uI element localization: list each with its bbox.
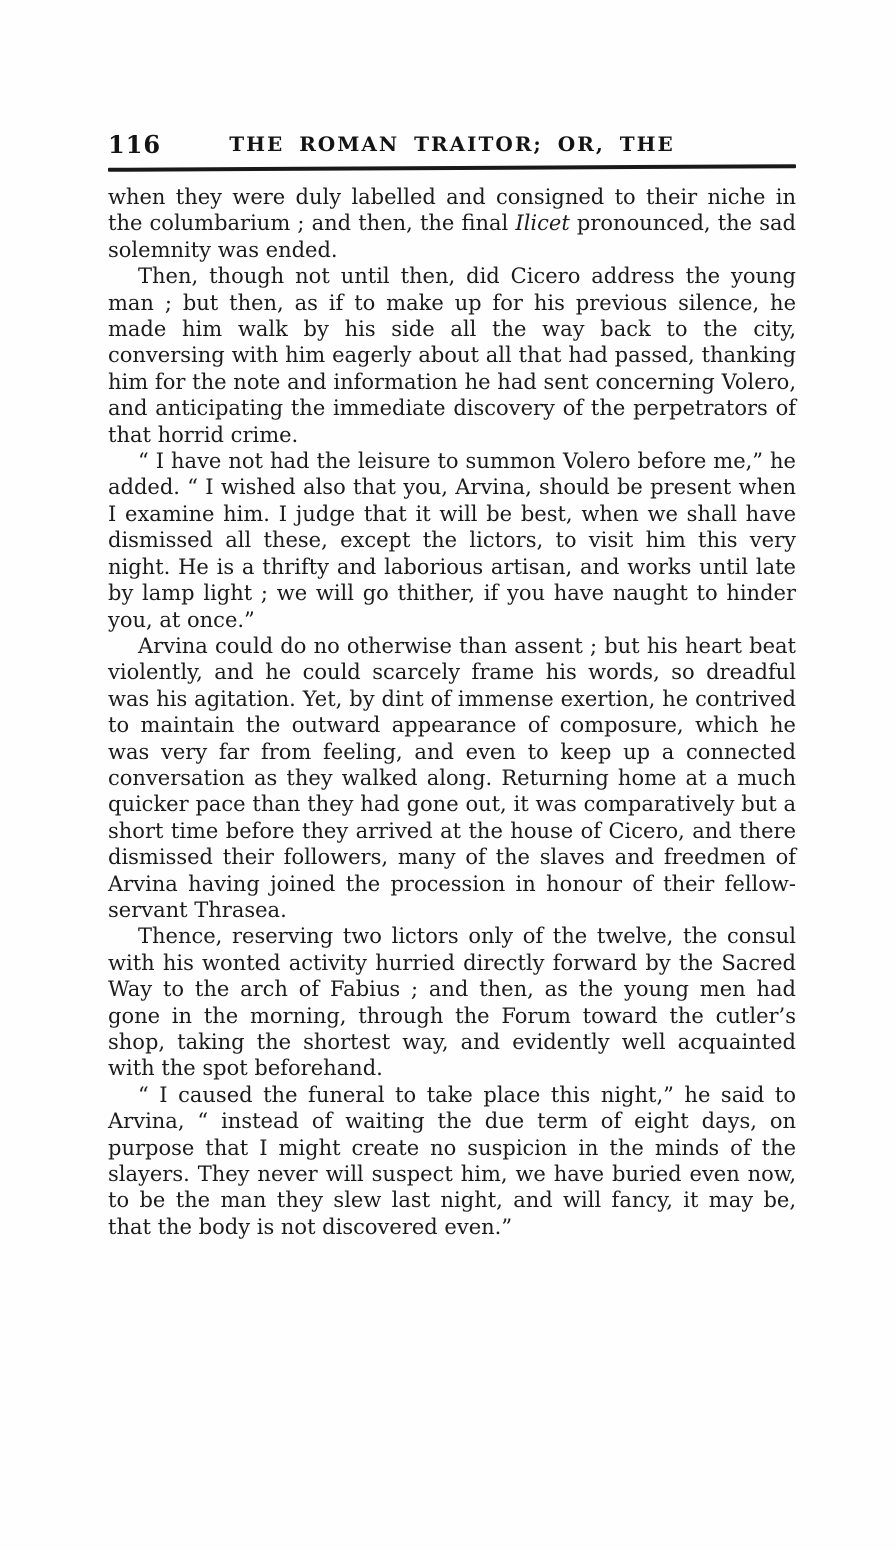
paragraph: “ I have not had the leisure to summon Volero before me,” he added. “ I wished also that you, Arvina, should be present when I examine him. I judge that it will be best, when we shall have dismissed all these, except the lictors, to visit him this very night. He is a thrifty and laborious artisan, and works until late by lamp light ; we will go thither, if you have naught to hinder you, at once.” xyxy=(108,449,796,632)
page-header xyxy=(108,130,796,159)
paragraph: Thence, reserving two lictors only of the twelve, the consul with his wonted activity hurried directly forward by the Sacred Way to the arch of Fabius ; and then, as the young men had gone in the morning, through the Forum toward the cutler’s shop, taking the shortest way, and evidently well acquainted with the spot beforehand. xyxy=(108,924,796,1081)
running-title: THE ROMAN TRAITOR; OR, THE xyxy=(229,132,675,156)
header-rule xyxy=(108,164,796,172)
paragraph: Arvina could do no otherwise than assent ; but his heart beat violently, and he could scarcely frame his words, so dreadful was his agitation. Yet, by dint of immense exertion, he contrived to maintain the outward appearance of composure, which he was very far from feeling, and even to keep up a connected conversation as they walked along. Returning home at a much quicker pace than they had gone out, it was comparatively but a short time before they arrived at the house of Cicero, and there dismissed their followers, many of the slaves and freedmen of Arvina having joined the procession in honour of their fellow-servant Thrasea. xyxy=(108,633,796,922)
italic-latin-term: Ilicet xyxy=(515,211,570,236)
paragraph: “ I caused the funeral to take place this night,” he said to Arvina, “ instead of waiting the due term of eight days, on purpose that I might create no suspicion in the minds of the slayers. They never will suspect him, we have buried even now, to be the man they slew last night, and will fancy, it may be, that the body is not discovered even.” xyxy=(108,1082,796,1239)
page-number: 116 xyxy=(108,130,162,159)
paragraph-opening-text-after: pronounced, the sad solemnity was ended. xyxy=(108,211,796,262)
paragraph-opening xyxy=(108,184,796,263)
paragraph: Then, though not until then, did Cicero address the young man ; but then, as if to make up for his previous silence, he made him walk by his side all the way back to the city, conversing with him eagerly about all that had passed, thanking him for the note and information he had sent concerning Volero, and anticipating the immediate discovery of the perpetrators of that horrid crime. xyxy=(108,264,796,447)
page-body xyxy=(108,184,796,1240)
paragraph-opening-text-before: when they were duly labelled and consigned to their niche in the columbarium ; and then, the final xyxy=(108,185,796,236)
